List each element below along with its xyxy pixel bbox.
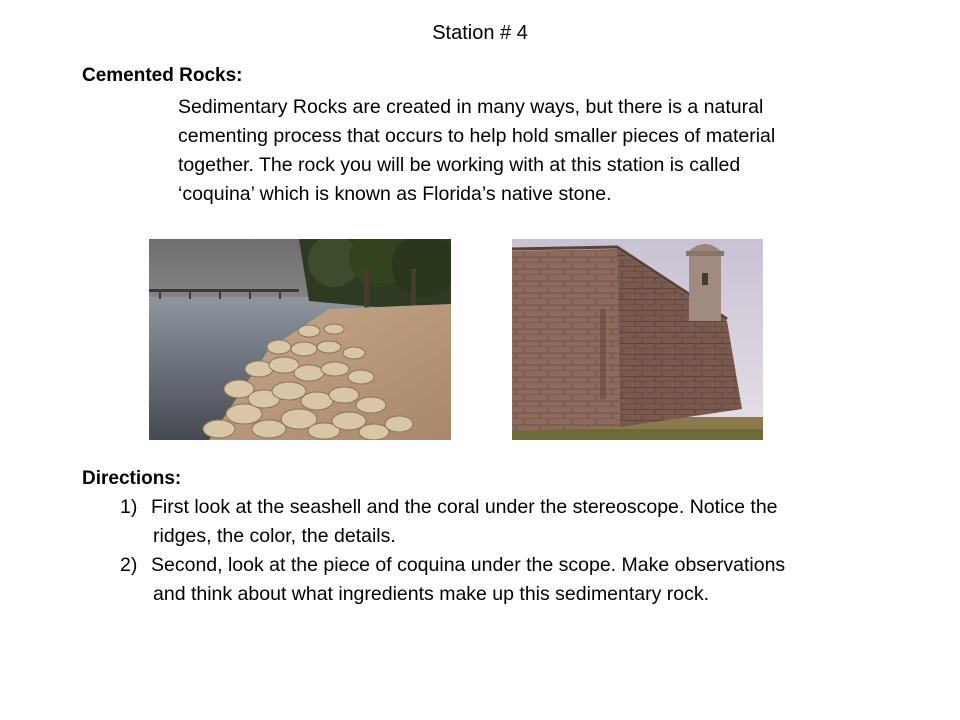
- direction-1-line-1: First look at the seashell and the coral under the stereoscope. Notice the: [151, 496, 778, 518]
- section-heading-cemented-rocks: Cemented Rocks:: [82, 65, 243, 86]
- list-number: 1): [120, 496, 138, 518]
- shoreline-photo: [149, 239, 451, 440]
- direction-1-line-2: ridges, the color, the details.: [153, 525, 396, 547]
- direction-2-line-1: Second, look at the piece of coquina under the scope. Make observations: [151, 554, 786, 576]
- paragraph-line: Sedimentary Rocks are created in many ways, but there is a natural: [178, 96, 764, 118]
- section-heading-directions: Directions:: [82, 468, 182, 489]
- slide-title: Station # 4: [432, 22, 528, 44]
- paragraph-line: together. The rock you will be working with at this station is called: [178, 154, 741, 176]
- cemented-rocks-paragraph: [178, 93, 878, 209]
- list-number: 2): [120, 554, 138, 576]
- paragraph-line: ‘coquina’ which is known as Florida’s native stone.: [178, 183, 612, 205]
- direction-2-line-2: and think about what ingredients make up this sedimentary rock.: [153, 583, 710, 605]
- paragraph-line: cementing process that occurs to help hold smaller pieces of material: [178, 125, 776, 147]
- fort-photo: [512, 239, 763, 440]
